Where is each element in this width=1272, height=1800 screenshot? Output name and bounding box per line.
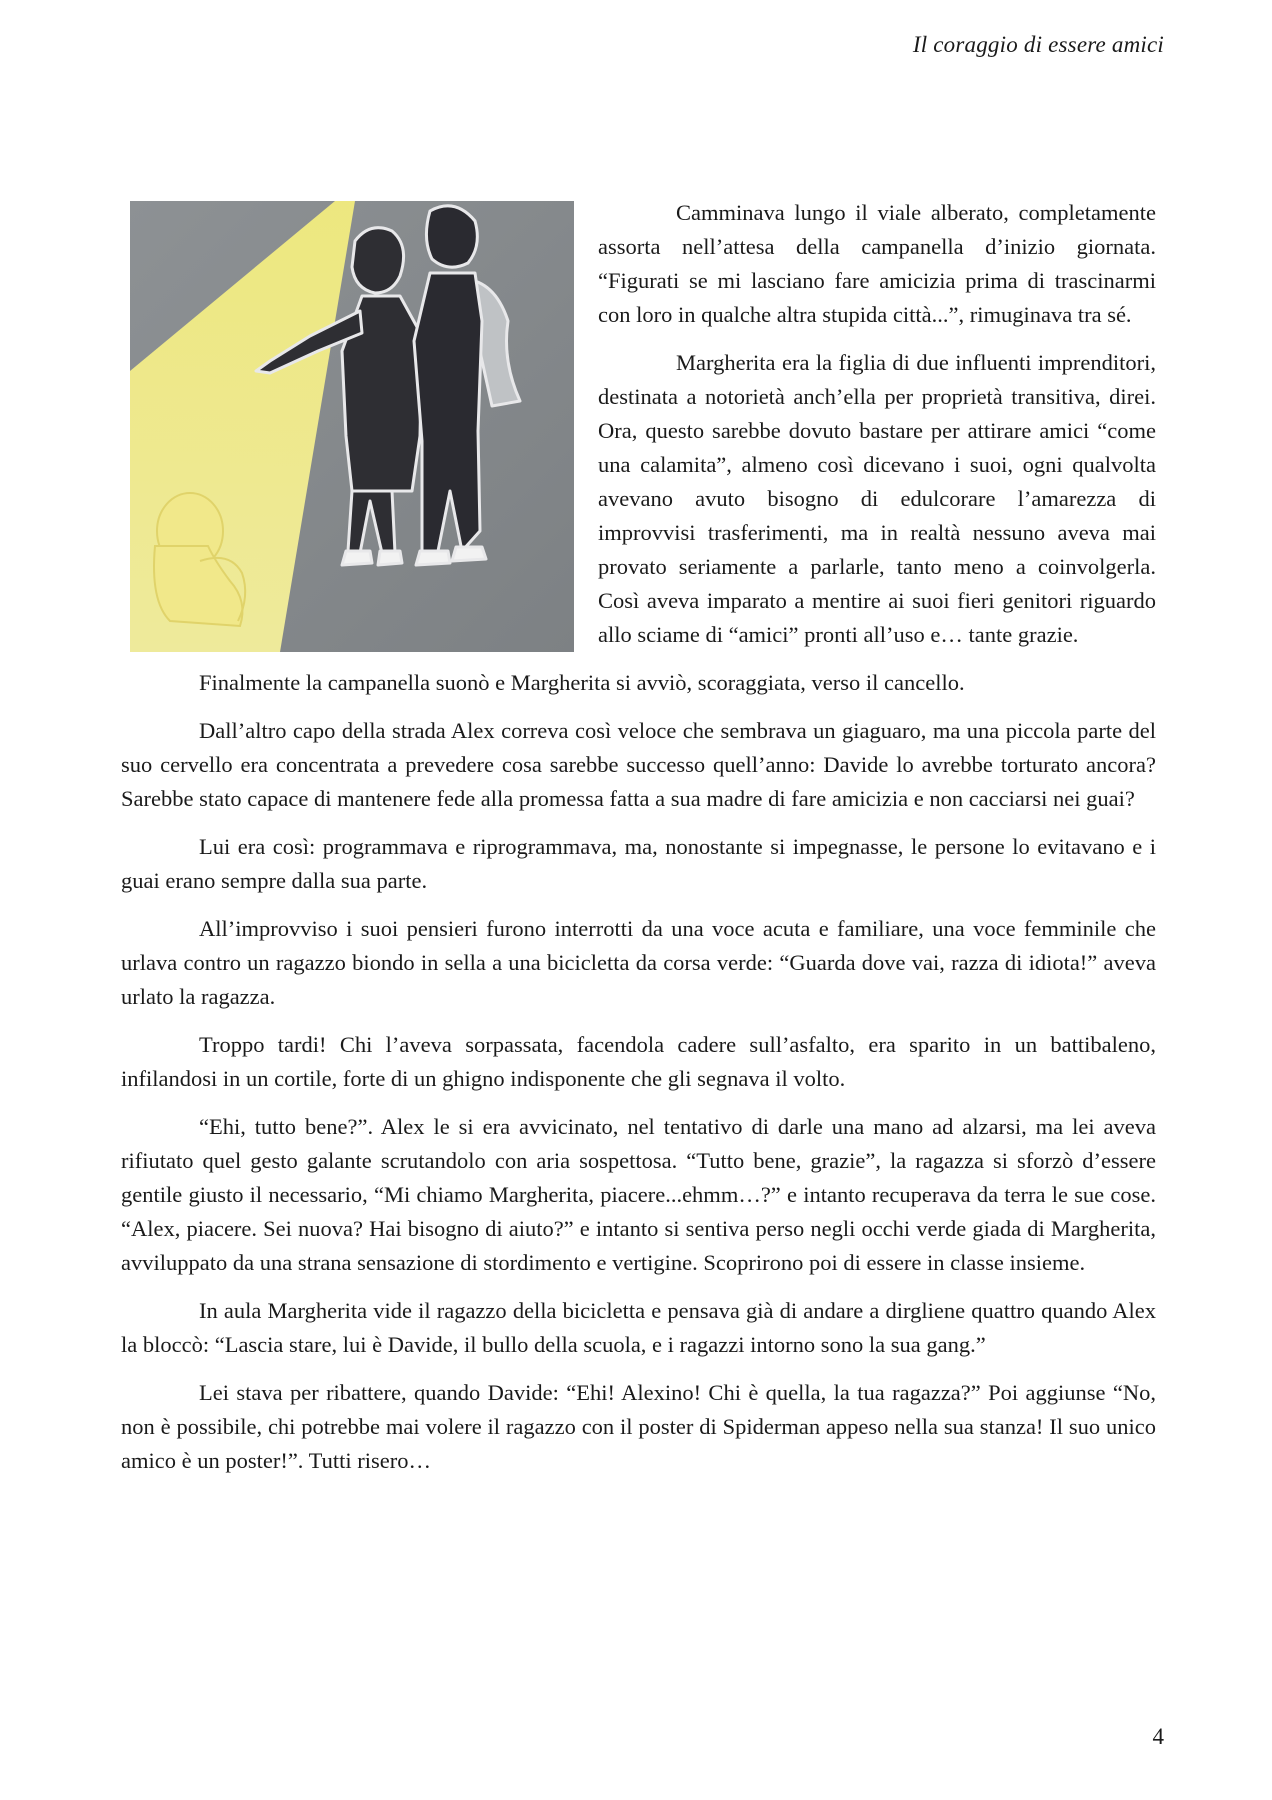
page-number: 4	[1152, 1724, 1164, 1749]
paragraph: Camminava lungo il viale alberato, completamente assorta nell’attesa della campanella d’inizio giornata. “Figurati se mi lasciano fare amicizia prima di trascinarmi con loro in qualche altra stupida città...”, rimuginava tra sé.	[598, 200, 1156, 327]
paragraph: “Ehi, tutto bene?”. Alex le si era avvicinato, nel tentativo di darle una mano ad alzarsi, ma lei aveva rifiutato quel gesto galante scrutandolo con aria sospettosa. “Tutto bene, grazie”, la ragazza si sforzò d’essere gentile giusto il necessario, “Mi chiamo Margherita, piacere...ehmm…?” e intanto recuperava da terra le sue cose. “Alex, piacere. Sei nuova? Hai bisogno di aiuto?” e intanto si sentiva perso negli occhi verde giada di Margherita, avviluppato da una strana sensazione di stordimento e vertigine. Scoprirono poi di essere in classe insieme.	[121, 1114, 1156, 1275]
paragraph: Lei stava per ribattere, quando Davide: “Ehi! Alexino! Chi è quella, la tua ragazza?” Poi aggiunse “No, non è possibile, chi potrebbe mai volere il ragazzo con il poster di Spiderman appeso nella sua stanza! Il suo unico amico è un poster!”. Tutti risero…	[121, 1380, 1156, 1473]
body-text	[121, 196, 1156, 1492]
paragraph: In aula Margherita vide il ragazzo della bicicletta e pensava già di andare a dirgliene quattro quando Alex la bloccò: “Lascia stare, lui è Davide, il bullo della scuola, e i ragazzi intorno sono la sua gang.”	[121, 1298, 1156, 1357]
paragraph: All’improvviso i suoi pensieri furono interrotti da una voce acuta e familiare, una voce femminile che urlava contro un ragazzo biondo in sella a una bicicletta da corsa verde: “Guarda dove vai, razza di idiota!” aveva urlato la ragazza.	[121, 916, 1156, 1009]
running-header-title: Il coraggio di essere amici	[912, 32, 1164, 57]
paragraph: Finalmente la campanella suonò e Margherita si avviò, scoraggiata, verso il cancello.	[199, 670, 965, 695]
paragraph: Troppo tardi! Chi l’aveva sorpassata, facendola cadere sull’asfalto, era sparito in un battibaleno, infilandosi in un cortile, forte di un ghigno indisponente che gli segnava il volto.	[121, 1032, 1156, 1091]
paragraph: Lui era così: programmava e riprogrammava, ma, nonostante si impegnasse, le persone lo evitavano e i guai erano sempre dalla sua parte.	[121, 834, 1156, 893]
paragraph: Margherita era la figlia di due influenti imprenditori, destinata a notorietà anch’ella per proprietà transitiva, direi. Ora, questo sarebbe dovuto bastare per attirare amici “come una calamita”, almeno così dicevano i suoi, ogni qualvolta avevano avuto bisogno di edulcorare l’amarezza di improvvisi trasferimenti, ma in realtà nessuno aveva mai provato seriamente a parlarle, tanto meno a coinvolgerla. Così aveva imparato a mentire ai suoi fieri genitori riguardo allo sciame di “amici” pronti all’uso e… tante grazie.	[598, 350, 1156, 647]
illustration-children-spotlight-icon	[130, 201, 574, 652]
paragraph: Dall’altro capo della strada Alex correva così veloce che sembrava un giaguaro, ma una piccola parte del suo cervello era concentrata a prevedere cosa sarebbe successo quell’anno: Davide lo avrebbe torturato ancora? Sarebbe stato capace di mantenere fede alla promessa fatta a sua madre di fare amicizia e non cacciarsi nei guai?	[121, 718, 1156, 811]
